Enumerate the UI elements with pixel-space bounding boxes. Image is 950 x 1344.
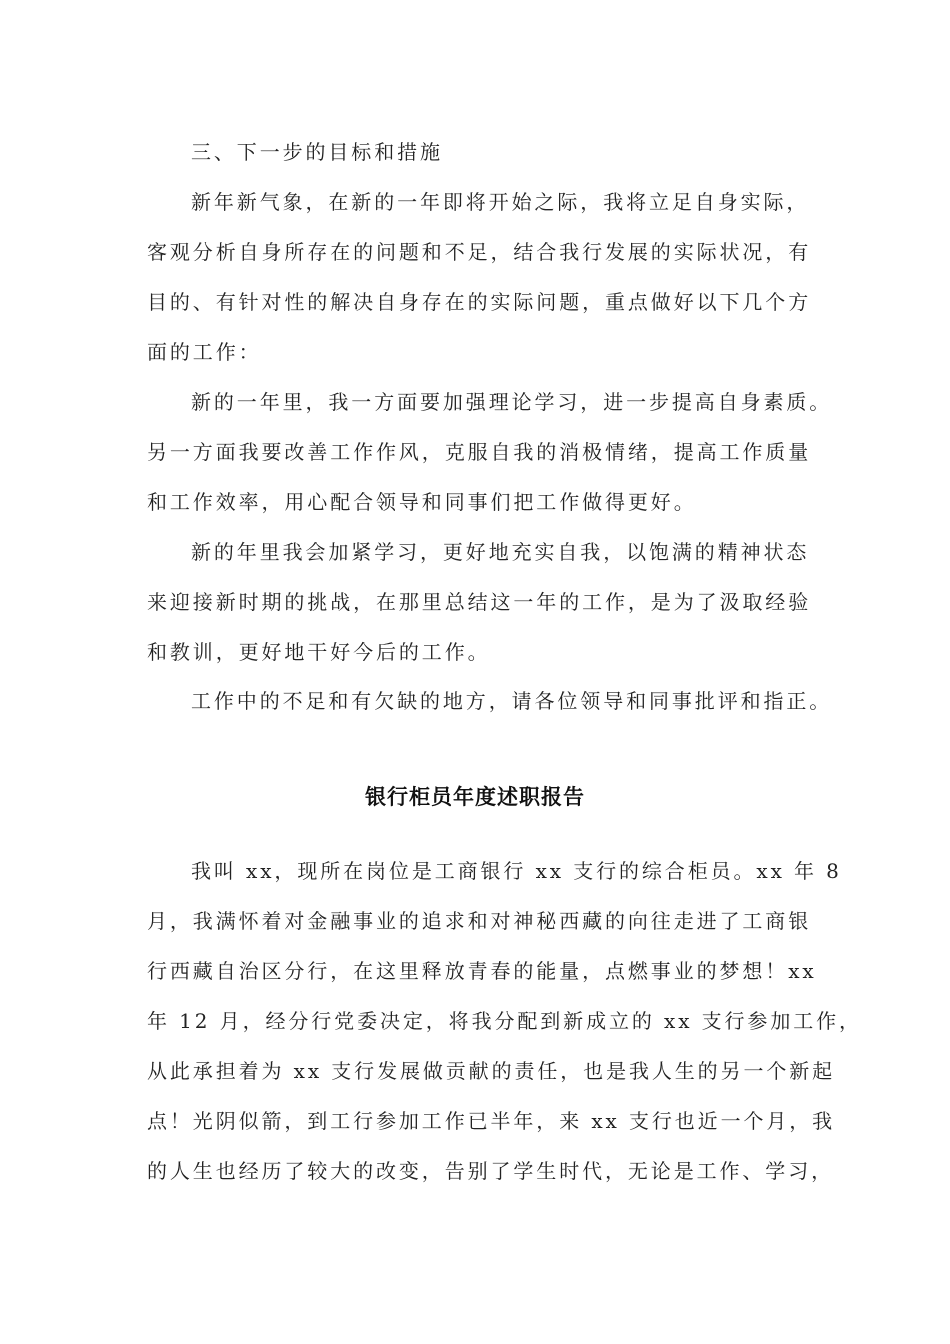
paragraph-line: 来迎接新时期的挑战，在那里总结这一年的工作，是为了汲取经验 (147, 590, 812, 614)
paragraph-line: 我叫 xx，现所在岗位是工商银行 xx 支行的综合柜员。xx 年 8 (191, 859, 842, 883)
paragraph-line: 新年新气象，在新的一年即将开始之际，我将立足自身实际， (191, 190, 810, 214)
paragraph-line: 工作中的不足和有欠缺的地方，请各位领导和同事批评和指正。 (191, 689, 833, 713)
paragraph-line: 的人生也经历了较大的改变，告别了学生时代，无论是工作、学习， (147, 1159, 834, 1183)
paragraph-line: 目的、有针对性的解决自身存在的实际问题，重点做好以下几个方 (147, 290, 812, 314)
paragraph-line: 新的年里我会加紧学习，更好地充实自我，以饱满的精神状态 (191, 540, 810, 564)
paragraph-line: 点！光阴似箭，到工行参加工作已半年，来 xx 支行也近一个月，我 (147, 1109, 836, 1133)
report-title: 银行柜员年度述职报告 (365, 784, 585, 809)
paragraph-line: 面的工作： (147, 340, 262, 364)
paragraph-line: 和工作效率，用心配合领导和同事们把工作做得更好。 (147, 490, 697, 514)
paragraph-line: 和教训，更好地干好今后的工作。 (147, 640, 491, 664)
paragraph-line: 客观分析自身所存在的问题和不足，结合我行发展的实际状况，有 (147, 240, 812, 264)
paragraph-line: 月，我满怀着对金融事业的追求和对神秘西藏的向往走进了工商银 (147, 909, 812, 933)
paragraph-line: 新的一年里，我一方面要加强理论学习，进一步提高自身素质。 (191, 390, 833, 414)
section-heading: 三、下一步的目标和措施 (191, 140, 443, 164)
paragraph-line: 年 12 月，经分行党委决定，将我分配到新成立的 xx 支行参加工作， (147, 1009, 862, 1033)
paragraph-line: 从此承担着为 xx 支行发展做贡献的责任，也是我人生的另一个新起 (147, 1059, 836, 1083)
paragraph-line: 行西藏自治区分行，在这里释放青春的能量，点燃事业的梦想！xx (147, 959, 817, 983)
paragraph-line: 另一方面我要改善工作作风，克服自我的消极情绪，提高工作质量 (147, 440, 812, 464)
